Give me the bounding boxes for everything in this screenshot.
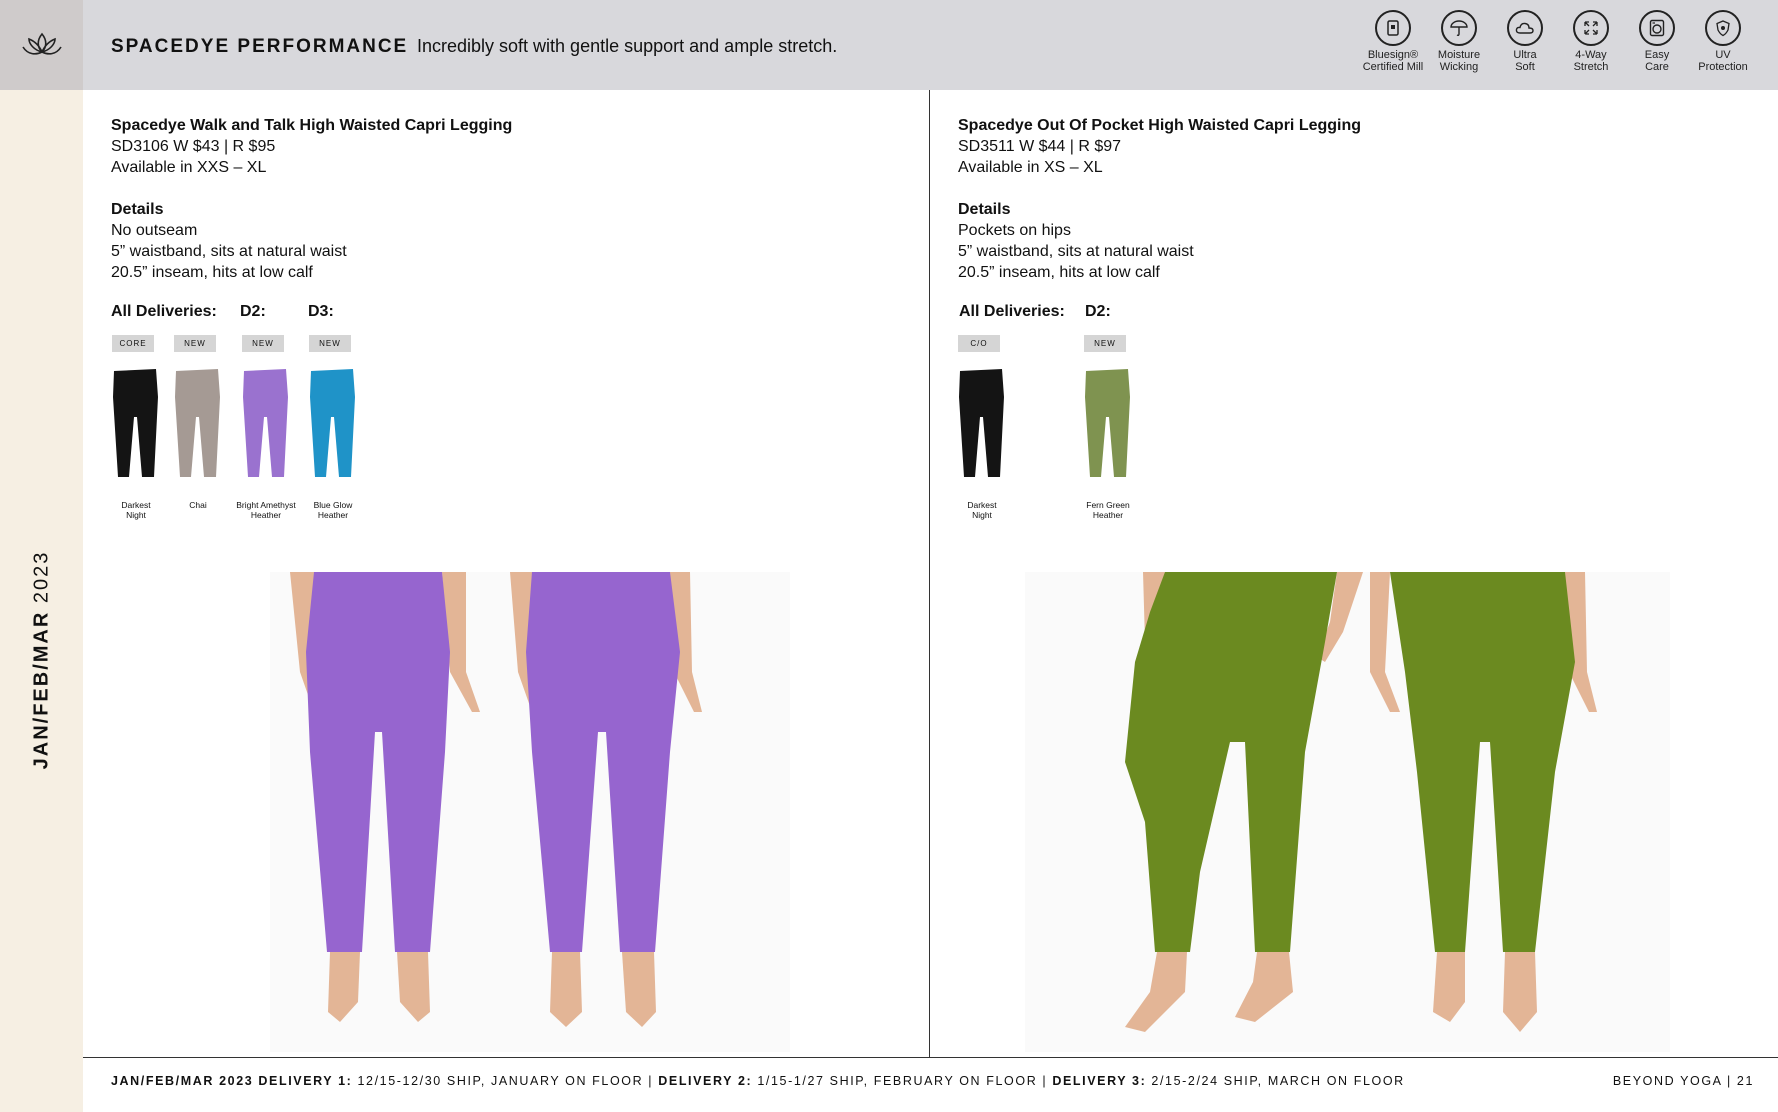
legging-thumbnail <box>1084 367 1132 487</box>
color-name: Darkest <box>967 500 997 510</box>
color-swatch <box>112 335 160 520</box>
color-name: Heather <box>250 510 282 520</box>
delivery-label: D2: <box>240 303 266 320</box>
color-swatch <box>309 335 357 520</box>
color-name: Darkest <box>121 500 151 510</box>
color-name: Blue Glow <box>313 500 353 510</box>
sun-shield-icon <box>1714 19 1732 37</box>
product-photo-front-back <box>270 572 790 1052</box>
delivery-label: All Deliveries: <box>111 303 217 320</box>
collection-tagline: Incredibly soft with gentle support and ample stretch. <box>417 36 838 56</box>
feature-label: Ultra <box>1513 49 1537 61</box>
legging-thumbnail <box>112 367 160 487</box>
footer-d3-text: 2/15-2/24 SHIP, MARCH ON FLOOR <box>1151 1074 1405 1088</box>
delivery-label: D2: <box>1085 303 1111 320</box>
product-sku-price: SD3511 W $44 | R $97 <box>958 138 1122 155</box>
detail-line: No outseam <box>111 222 198 239</box>
bluesign-icon <box>1384 19 1402 37</box>
footer-d3-label: DELIVERY 3: <box>1052 1074 1147 1088</box>
feature-label: Care <box>1645 61 1669 73</box>
footer-d2-text: 1/15-1/27 SHIP, FEBRUARY ON FLOOR | <box>757 1074 1048 1088</box>
status-badge: NEW <box>242 335 284 352</box>
page-number: BEYOND YOGA | 21 <box>1612 1074 1754 1088</box>
footer-d1-text: 12/15-12/30 SHIP, JANUARY ON FLOOR | <box>357 1074 654 1088</box>
feature-label: Moisture <box>1437 49 1481 61</box>
color-name: Chai <box>189 500 207 510</box>
product-left <box>111 115 911 325</box>
feature-label: UV <box>1715 49 1731 61</box>
feature-icons <box>1360 10 1756 73</box>
color-swatch <box>1084 335 1132 520</box>
feature-label: Soft <box>1515 61 1535 73</box>
washer-icon <box>1649 19 1665 37</box>
feature-label: Bluesign® <box>1367 49 1419 61</box>
color-name: Night <box>972 510 992 520</box>
product-right <box>958 115 1758 325</box>
collection-title: SPACEDYE PERFORMANCE <box>111 36 409 57</box>
product-title: Spacedye Out Of Pocket High Waisted Capri Legging <box>958 117 1362 134</box>
feature-uv <box>1690 10 1756 73</box>
season-label <box>31 551 54 770</box>
brand-logo <box>0 0 83 90</box>
umbrella-icon <box>1449 19 1469 37</box>
color-swatch <box>958 335 1006 520</box>
delivery-labels <box>111 303 911 325</box>
feature-label: Certified Mill <box>1362 61 1424 73</box>
feature-label: Easy <box>1644 49 1670 61</box>
product-sizes: Available in XXS – XL <box>111 159 267 176</box>
legging-thumbnail <box>958 367 1006 487</box>
delivery-label: All Deliveries: <box>959 303 1065 320</box>
legging-thumbnail <box>242 367 290 487</box>
feature-moisture <box>1426 10 1492 73</box>
footer-season: JAN/FEB/MAR 2023 <box>111 1074 254 1088</box>
cloud-icon <box>1515 21 1535 35</box>
legging-thumbnail <box>174 367 222 487</box>
season-sidebar <box>0 0 83 1112</box>
season-year: 2023 <box>30 550 53 604</box>
product-sizes: Available in XS – XL <box>958 159 1103 176</box>
status-badge: NEW <box>174 335 216 352</box>
color-name: Night <box>126 510 146 520</box>
delivery-label: D3: <box>308 303 334 320</box>
color-name: Heather <box>317 510 349 520</box>
color-swatch <box>174 335 222 510</box>
status-badge: NEW <box>309 335 351 352</box>
feature-label: Stretch <box>1573 61 1609 73</box>
color-name: Bright Amethyst <box>236 500 296 510</box>
feature-label: Wicking <box>1439 61 1479 73</box>
product-title: Spacedye Walk and Talk High Waisted Capri Legging <box>111 117 513 134</box>
delivery-labels <box>958 303 1758 325</box>
column-divider <box>929 90 930 1057</box>
details-heading: Details <box>958 201 1011 218</box>
feature-bluesign <box>1360 10 1426 73</box>
detail-line: 5” waistband, sits at natural waist <box>111 243 347 260</box>
detail-line: 20.5” inseam, hits at low calf <box>111 264 313 281</box>
feature-label: Protection <box>1698 61 1748 73</box>
page-header <box>83 0 1778 90</box>
status-badge: NEW <box>1084 335 1126 352</box>
feature-easy-care <box>1624 10 1690 73</box>
detail-line: Pockets on hips <box>958 222 1071 239</box>
footer-d2-label: DELIVERY 2: <box>658 1074 753 1088</box>
status-badge: C/O <box>958 335 1000 352</box>
footer-d1-label: DELIVERY 1: <box>258 1074 353 1088</box>
feature-stretch <box>1558 10 1624 73</box>
product-photo-front-back <box>1025 572 1670 1052</box>
stretch-arrows-icon <box>1582 19 1600 37</box>
details-heading: Details <box>111 201 164 218</box>
lotus-logo-icon <box>20 30 64 60</box>
footer-rule <box>83 1057 1778 1058</box>
detail-line: 20.5” inseam, hits at low calf <box>958 264 1160 281</box>
feature-label: 4-Way <box>1575 49 1607 61</box>
color-swatch <box>236 335 296 520</box>
feature-soft <box>1492 10 1558 73</box>
legging-thumbnail <box>309 367 357 487</box>
delivery-schedule <box>111 1074 1405 1088</box>
season-months: JAN/FEB/MAR <box>30 610 53 770</box>
color-name: Fern Green <box>1086 500 1130 510</box>
color-name: Heather <box>1092 510 1124 520</box>
status-badge: CORE <box>112 335 154 352</box>
detail-line: 5” waistband, sits at natural waist <box>958 243 1194 260</box>
product-sku-price: SD3106 W $43 | R $95 <box>111 138 276 155</box>
